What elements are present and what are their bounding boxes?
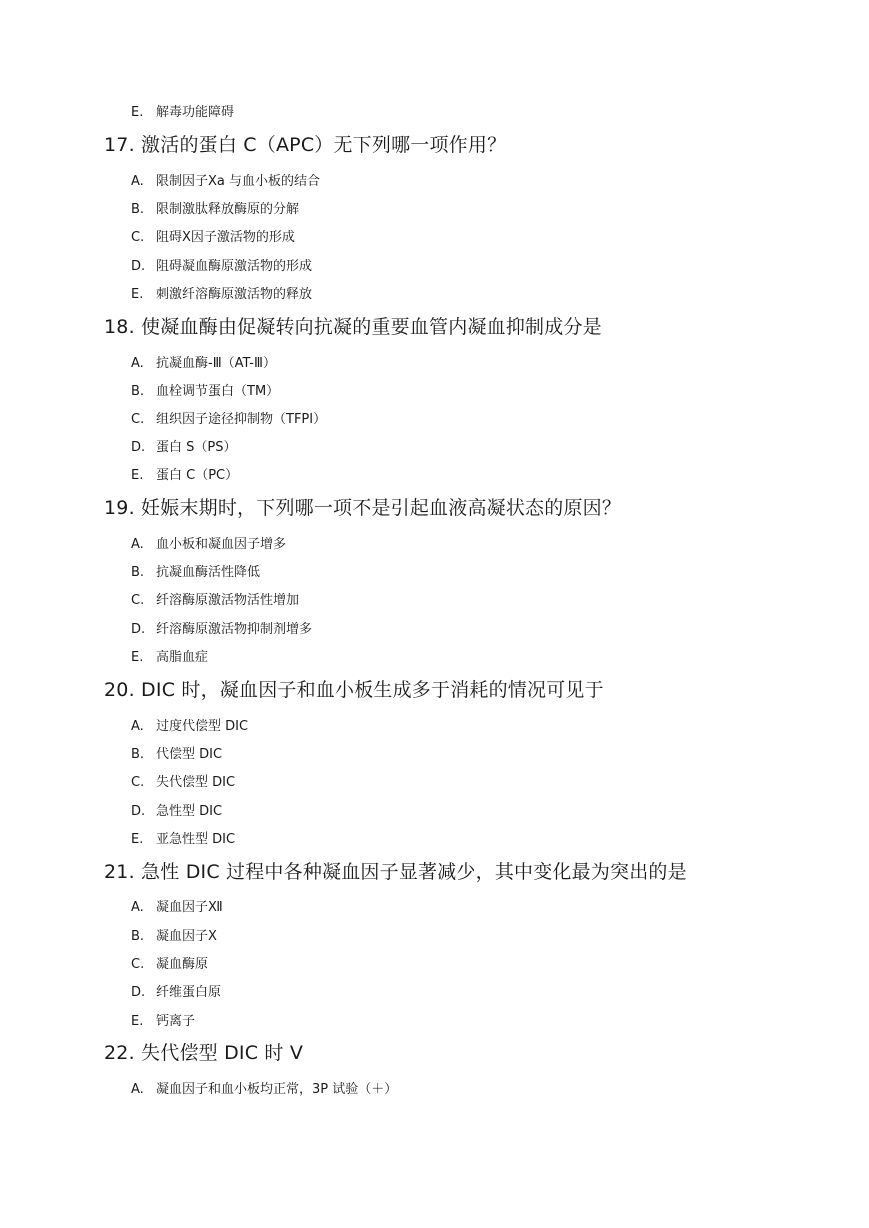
option-text: 凝血因子Ⅹ [156,929,217,944]
option-text: 组织因子途径抑制物（TFPI） [156,412,327,427]
option-text: 限制因子Ⅹa 与血小板的结合 [156,174,321,189]
option-letter: D. [131,259,146,274]
option-a [131,357,276,370]
option-a [131,720,248,733]
option-text: 纤溶酶原激活物抑制剂增多 [156,622,313,637]
option-letter: A. [131,719,144,734]
option-letter: D. [131,804,146,819]
option-letter: E. [131,650,144,665]
option-text: 刺激纤溶酶原激活物的释放 [156,287,313,302]
question-17: 17. 激活的蛋白 C（APC）无下列哪一项作用？ [104,134,507,156]
question-22: 22. 失代偿型 DIC 时 V [104,1042,304,1064]
option-text: 抗凝血酶-Ⅲ（AT-Ⅲ） [156,356,276,371]
option-a [131,538,286,551]
option-c [131,231,295,244]
option-text: 高脂血症 [156,650,209,665]
option-letter: A. [131,356,144,371]
option-text: 纤溶酶原激活物活性增加 [156,593,300,608]
option-letter: C. [131,775,145,790]
question-21: 21. 急性 DIC 过程中各种凝血因子显著减少，其中变化最为突出的是 [104,861,687,883]
option-b [131,748,222,761]
option-text: 纤维蛋白原 [156,985,222,1000]
option-d [131,986,221,999]
option-text: 凝血酶原 [156,957,209,972]
option-b [131,566,260,579]
option-c [131,594,299,607]
option-text: 蛋白 C（PC） [156,468,239,483]
option-letter: A. [131,1082,144,1097]
option-c [131,776,235,789]
option-text: 钙离子 [156,1014,196,1029]
option-letter: E. [131,1014,144,1029]
option-text: 抗凝血酶活性降低 [156,565,261,580]
option-letter: C. [131,957,145,972]
option-letter: E. [131,468,144,483]
option-d [131,260,312,273]
option-e [131,1015,195,1028]
option-text: 亚急性型 DIC [156,832,236,847]
option-b [131,385,279,398]
option-letter: B. [131,384,145,399]
option-b [131,203,299,216]
option-text: 凝血因子和血小板均正常，3P 试验（＋） [156,1082,398,1097]
option-text: 限制激肽释放酶原的分解 [156,202,300,217]
option-d [131,441,236,454]
option-letter: E. [131,105,144,120]
option-text: 蛋白 S（PS） [156,440,237,455]
option-letter: A. [131,537,144,552]
option-letter: A. [131,900,144,915]
option-letter: E. [131,287,144,302]
option-letter: C. [131,230,145,245]
option-text: 代偿型 DIC [156,747,223,762]
question-18: 18. 使凝血酶由促凝转向抗凝的重要血管内凝血抑制成分是 [104,316,602,338]
option-letter: A. [131,174,144,189]
option-text: 阻碍Ⅹ因子激活物的形成 [156,230,295,245]
option-letter: B. [131,747,145,762]
option-letter: E. [131,832,144,847]
question-19: 19. 妊娠末期时，下列哪一项不是引起血液高凝状态的原因？ [104,497,622,519]
option-e [131,833,235,846]
option-text: 急性型 DIC [156,804,223,819]
option-e [131,651,208,664]
option-d [131,623,312,636]
option-text: 凝血因子Ⅻ [156,900,223,915]
option-a [131,901,223,914]
option-text: 解毒功能障碍 [156,105,235,120]
option-letter: C. [131,593,145,608]
option-e [131,106,234,119]
option-letter: C. [131,412,145,427]
option-letter: D. [131,985,146,1000]
option-c [131,958,208,971]
option-a [131,1083,397,1096]
option-letter: D. [131,622,146,637]
option-a [131,175,320,188]
option-e [131,288,312,301]
option-letter: D. [131,440,146,455]
option-c [131,413,326,426]
option-letter: B. [131,565,145,580]
option-b [131,930,217,943]
question-20: 20. DIC 时，凝血因子和血小板生成多于消耗的情况可见于 [104,679,604,701]
option-text: 失代偿型 DIC [156,775,236,790]
option-d [131,805,222,818]
option-text: 血小板和凝血因子增多 [156,537,287,552]
option-text: 过度代偿型 DIC [156,719,249,734]
option-letter: B. [131,929,145,944]
option-letter: B. [131,202,145,217]
option-text: 血栓调节蛋白（TM） [156,384,280,399]
option-text: 阻碍凝血酶原激活物的形成 [156,259,313,274]
option-e [131,469,238,482]
